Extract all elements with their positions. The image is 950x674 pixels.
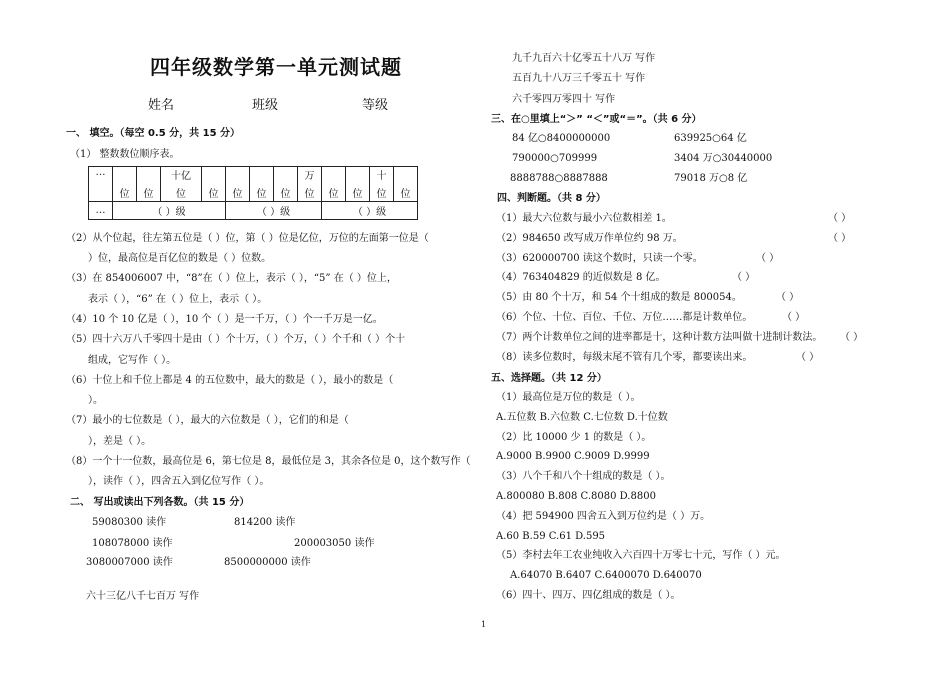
s4-paren-0: （ ） [828, 213, 852, 224]
s1-line-11: （8）一个十一位数，最高位是 6，第七位是 8，最低位是 3，其余各位是 0，这个数写作（ [66, 456, 471, 467]
s5-item-10: （6）四十、四万、四亿组成的数是（ ）。 [496, 590, 681, 601]
pv-mid-4: 位 [202, 185, 226, 202]
s5-item-6: （4）把 594900 四舍五入到万位约是（ ）万。 [496, 511, 711, 522]
rt-line-1: 五百九十八万三千零五十 写作 [512, 73, 646, 84]
name-label: 姓名 [148, 98, 175, 113]
pv-mid-7: 位 [274, 185, 298, 202]
s5-item-3: A.9000 B.9900 C.9009 D.9999 [496, 451, 650, 462]
s5-item-7: A.60 B.59 C.61 D.595 [496, 531, 606, 542]
pv-top-11: 十 [370, 167, 394, 186]
s1-line-9: （7）最小的七位数是（ ），最大的六位数是（ ），它们的和是（ [66, 415, 349, 426]
place-value-table [88, 166, 418, 220]
pv-top-12 [394, 167, 418, 186]
s4-item-2: （3）620000700 读这个数时，只读一个零。 [496, 253, 703, 264]
section1-heading: 一、 填空。（每空 0.5 分，共 15 分） [66, 128, 241, 139]
s5-item-2: （2）比 10000 少 1 的数是（ ）。 [496, 432, 652, 443]
pv-top-2 [137, 167, 161, 186]
s1-line-8: ）。 [88, 395, 103, 406]
pv-mid-8: 位 [298, 185, 322, 202]
s3-item-3: 3404 万○30440000 [674, 153, 773, 164]
pv-bot-2: （ ）级 [226, 202, 322, 220]
s5-item-8: （5）李村去年工农业纯收入六百四十万零七十元，写作（ ）元。 [496, 550, 786, 561]
pv-mid-5: 位 [226, 185, 250, 202]
s5-item-9: A.64070 B.6407 C.6400070 D.640070 [510, 570, 702, 581]
s1-line-12: ），读作（ ），四舍五入到亿位写作（ ）。 [88, 476, 270, 487]
s4-item-6: （7）两个计数单位之间的进率都是十，这种计数方法叫做十进制计数法。 [496, 332, 823, 343]
section5-heading: 五、选择题。（共 12 分） [491, 373, 607, 384]
s1-line-1: ）位，最高位是百亿位的数是（ ）位数。 [88, 253, 272, 264]
s1-line-6: 组成，它写作（ ）。 [88, 355, 177, 366]
s2-item-2: 108078000 读作 [92, 538, 173, 549]
s3-item-5: 79018 万○8 亿 [674, 173, 748, 184]
s4-item-5: （6）个位、十位、百位、千位、万位……都是计数单位。 [496, 312, 753, 323]
s4-item-3: （4）763404829 的近似数是 8 亿。 [496, 272, 666, 283]
s4-paren-1: （ ） [828, 233, 852, 244]
s3-item-1: 639925○64 亿 [674, 133, 747, 144]
s5-item-0: （1）最高位是万位的数是（ ）。 [496, 392, 641, 403]
pv-mid-6: 位 [250, 185, 274, 202]
s3-item-2: 790000○709999 [512, 153, 598, 164]
s2-item-4: 3080007000 读作 [86, 557, 173, 568]
s2-item-1: 814200 读作 [234, 517, 296, 528]
class-label: 班级 [252, 98, 279, 113]
s4-item-0: （1）最大六位数与最小六位数相差 1。 [496, 213, 672, 224]
section2-heading: 二、 写出或读出下列各数。（共 15 分） [70, 497, 250, 508]
section3-heading: 三、在○里填上“＞” “＜”或“＝”。（共 6 分） [491, 114, 702, 125]
pv-bot-1: （ ）级 [113, 202, 226, 220]
pv-mid-1: 位 [113, 185, 137, 202]
s4-item-1: （2）984650 改写成万作单位约 98 万。 [496, 233, 683, 244]
pv-bot-3: （ ）级 [322, 202, 418, 220]
s4-item-4: （5）由 80 个十万，和 54 个十组成的数是 800054。 [496, 292, 742, 303]
pv-top-10 [346, 167, 370, 186]
s2-item-6: 六十三亿八千七百万 写作 [86, 591, 200, 602]
s4-paren-7: （ ） [796, 352, 820, 363]
s1-line-2: （3）在 854006007 中，“8”在（ ）位上，表示（ ），“5” 在（ ）位上， [66, 273, 397, 284]
pv-top-4 [202, 167, 226, 186]
s2-item-3: 200003050 读作 [294, 538, 375, 549]
pv-mid-0 [89, 185, 113, 202]
pv-mid-2: 位 [137, 185, 161, 202]
pv-bot-0: … [89, 202, 113, 220]
s4-item-7: （8）读多位数时，每级末尾不管有几个零，都要读出来。 [496, 352, 753, 363]
s4-paren-6: （ ） [840, 332, 864, 343]
s1-line-5: （5）四十六万八千零四十是由（ ）个十万，（ ）个万，（ ）个千和（ ）个十 [66, 334, 406, 345]
pv-mid-11: 位 [370, 185, 394, 202]
s1-line-0: （2）从个位起，往左第五位是（ ）位，第（ ）位是亿位，万位的左面第一位是（ [66, 233, 429, 244]
page-title: 四年级数学第一单元测试题 [150, 55, 402, 79]
s3-item-0: 84 亿○8400000000 [512, 133, 611, 144]
pv-top-9 [322, 167, 346, 186]
rt-line-0: 九千九百六十亿零五十八万 写作 [512, 53, 656, 64]
s1-line-3: 表示（ ），“6” 在（ ）位上，表示（ ）。 [88, 294, 268, 305]
s4-paren-3: （ ） [732, 272, 756, 283]
s4-paren-2: （ ） [756, 253, 780, 264]
s4-paren-4: （ ） [776, 292, 800, 303]
pv-mid-12: 位 [394, 185, 418, 202]
pv-top-3: 十亿 [161, 167, 202, 186]
q1-text: （1） 整数数位顺序表。 [70, 149, 180, 160]
s1-line-10: ），差是（ ）。 [88, 436, 152, 447]
pv-top-1 [113, 167, 137, 186]
page-number: 1 [481, 620, 487, 629]
s2-item-0: 59080300 读作 [92, 517, 167, 528]
s5-item-1: A.五位数 B.六位数 C.七位数 D.十位数 [496, 412, 668, 423]
pv-mid-10: 位 [346, 185, 370, 202]
s1-line-4: （4）10 个 10 亿是（ ），10 个（ ）是一千万，（ ）个一千万是一亿。 [66, 314, 383, 325]
pv-top-8: 万 [298, 167, 322, 186]
pv-mid-9: 位 [322, 185, 346, 202]
pv-mid-3: 位 [161, 185, 202, 202]
grade-label: 等级 [362, 98, 389, 113]
s5-item-5: A.800080 B.808 C.8080 D.8800 [496, 491, 656, 502]
pv-top-0: … [89, 167, 113, 186]
s4-paren-5: （ ） [782, 312, 806, 323]
section4-heading: 四、判断题。（共 8 分） [497, 193, 606, 204]
s2-item-5: 8500000000 读作 [224, 557, 311, 568]
pv-top-5 [226, 167, 250, 186]
s5-item-4: （3）八个千和八个十组成的数是（ ）。 [496, 471, 671, 482]
s3-item-4: 8888788○8887888 [510, 173, 608, 184]
pv-top-7 [274, 167, 298, 186]
rt-line-2: 六千零四万零四十 写作 [512, 94, 616, 105]
pv-top-6 [250, 167, 274, 186]
s1-line-7: （6）十位上和千位上都是 4 的五位数中，最大的数是（ ），最小的数是（ [66, 375, 394, 386]
